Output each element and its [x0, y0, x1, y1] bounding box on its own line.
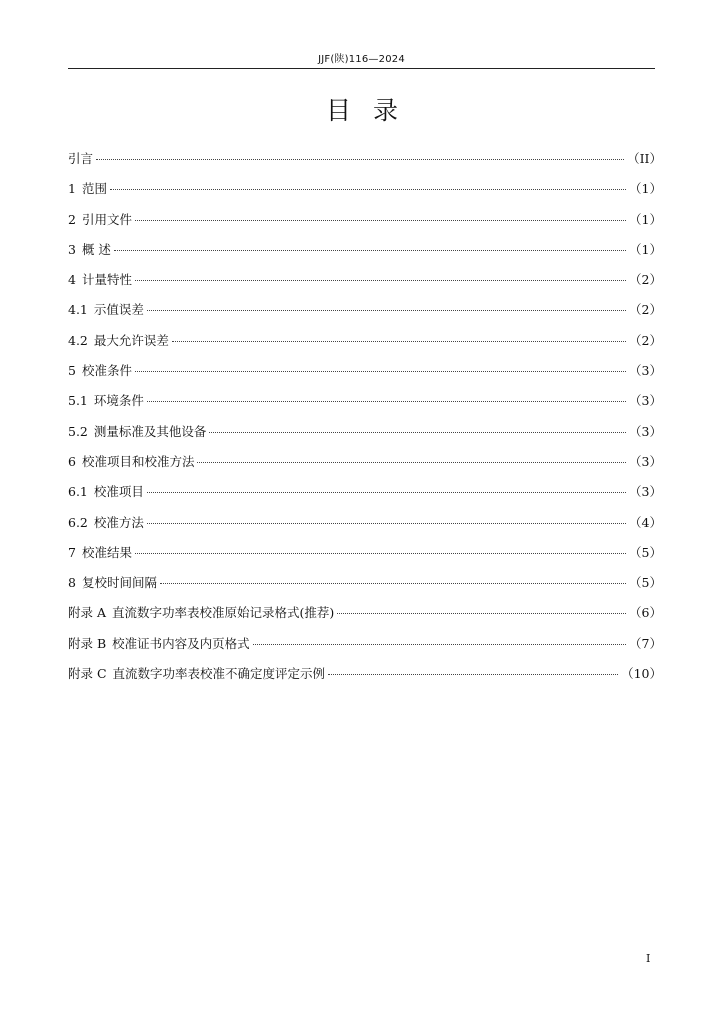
- toc-entry-text: 引言: [68, 151, 94, 166]
- toc-entry-label: [68, 361, 132, 381]
- toc-entry[interactable]: [68, 149, 662, 179]
- toc-entry-number: 6.2: [68, 514, 88, 530]
- toc-entry[interactable]: [68, 482, 662, 512]
- table-of-contents: [68, 149, 662, 694]
- toc-entry-page: （7）: [629, 635, 662, 651]
- toc-entry[interactable]: [68, 331, 662, 361]
- toc-entry-page: （1）: [629, 211, 662, 227]
- toc-entry[interactable]: [68, 210, 662, 240]
- toc-entry-page: （5）: [629, 544, 662, 560]
- toc-entry-text: 校准项目: [93, 484, 144, 500]
- toc-entry-text: 测量标准及其他设备: [93, 423, 207, 439]
- toc-dot-leader: [135, 371, 626, 372]
- toc-dot-leader: [114, 250, 626, 251]
- toc-entry-text: 校准方法: [93, 514, 144, 530]
- toc-entry-text: 引用文件: [81, 211, 132, 227]
- toc-entry-page: （3）: [629, 453, 662, 469]
- toc-entry-text: 校准证书内容及内页格式: [112, 635, 250, 651]
- toc-entry-number: 7: [68, 544, 76, 560]
- toc-entry[interactable]: [68, 452, 662, 482]
- toc-entry-page: （3）: [629, 393, 662, 409]
- toc-entry[interactable]: [68, 422, 662, 452]
- toc-entry-number: 8: [68, 575, 76, 591]
- toc-dot-leader: [209, 432, 626, 433]
- toc-entry-text: 直流数字功率表校准不确定度评定示例: [112, 666, 326, 682]
- toc-entry-page: （6）: [629, 605, 662, 621]
- toc-entry[interactable]: [68, 391, 662, 421]
- toc-entry-text: 直流数字功率表校准原始记录格式(推荐): [112, 605, 335, 621]
- toc-dot-leader: [160, 583, 626, 584]
- toc-dot-leader: [135, 553, 626, 554]
- toc-entry-label: [68, 573, 157, 593]
- toc-entry-number: 附录 A: [68, 605, 107, 621]
- toc-entry-label: [68, 452, 194, 472]
- toc-entry-label: [68, 149, 93, 169]
- toc-entry-number: 3: [68, 241, 76, 257]
- toc-entry-number: 5.1: [68, 393, 88, 409]
- toc-entry-page: （3）: [629, 363, 662, 379]
- toc-entry-page: （2）: [629, 302, 662, 318]
- toc-entry[interactable]: [68, 270, 662, 300]
- toc-entry-page: （II）: [627, 151, 662, 166]
- toc-entry-page: （4）: [629, 514, 662, 530]
- toc-entry[interactable]: [68, 603, 662, 633]
- toc-entry[interactable]: [68, 179, 662, 209]
- document-code-header: JJF(陕)116—2024: [68, 53, 655, 69]
- toc-entry-page: （2）: [629, 332, 662, 348]
- toc-entry-page: （5）: [629, 575, 662, 591]
- toc-dot-leader: [147, 401, 626, 402]
- toc-entry-label: [68, 179, 107, 199]
- toc-entry-text: 范围: [81, 181, 107, 197]
- toc-title: 目录: [325, 96, 420, 125]
- toc-entry-number: 1: [68, 181, 76, 197]
- toc-entry-text: 计量特性: [81, 272, 132, 288]
- toc-entry-label: [68, 210, 132, 230]
- toc-dot-leader: [147, 492, 626, 493]
- toc-entry-number: 5: [68, 363, 76, 379]
- toc-entry-number: 6: [68, 453, 76, 469]
- toc-entry-page: （2）: [629, 272, 662, 288]
- toc-dot-leader: [135, 280, 626, 281]
- toc-entry-text: 最大允许误差: [93, 332, 169, 348]
- toc-entry-label: [68, 300, 144, 320]
- toc-dot-leader: [147, 310, 626, 311]
- toc-entry-number: 4: [68, 272, 76, 288]
- toc-entry-text: 校准项目和校准方法: [81, 453, 195, 469]
- toc-dot-leader: [96, 159, 624, 160]
- toc-entry[interactable]: [68, 240, 662, 270]
- toc-entry[interactable]: [68, 300, 662, 330]
- toc-entry-label: [68, 270, 132, 290]
- toc-dot-leader: [337, 613, 626, 614]
- toc-dot-leader: [110, 189, 626, 190]
- toc-entry-label: [68, 422, 206, 442]
- toc-entry-page: （3）: [629, 484, 662, 500]
- toc-entry-page: （3）: [629, 423, 662, 439]
- toc-entry-text: 校准结果: [81, 544, 132, 560]
- toc-entry-text: 校准条件: [81, 363, 132, 379]
- toc-entry[interactable]: [68, 573, 662, 603]
- toc-entry-number: 6.1: [68, 484, 88, 500]
- toc-entry[interactable]: [68, 361, 662, 391]
- toc-dot-leader: [135, 220, 626, 221]
- toc-entry-label: [68, 513, 144, 533]
- toc-entry-label: [68, 664, 325, 684]
- toc-entry[interactable]: [68, 634, 662, 664]
- toc-dot-leader: [253, 644, 626, 645]
- toc-entry[interactable]: [68, 664, 662, 694]
- toc-entry-page: （1）: [629, 241, 662, 257]
- page-number: I: [646, 952, 651, 965]
- toc-entry-label: [68, 482, 144, 502]
- toc-entry-label: [68, 543, 132, 563]
- toc-dot-leader: [172, 341, 626, 342]
- toc-entry-number: 附录 B: [68, 635, 107, 651]
- toc-dot-leader: [328, 674, 618, 675]
- toc-entry-label: [68, 603, 334, 623]
- toc-entry-label: [68, 391, 144, 411]
- toc-entry-number: 2: [68, 211, 76, 227]
- toc-entry[interactable]: [68, 543, 662, 573]
- toc-entry-text: 复校时间间隔: [81, 575, 157, 591]
- toc-dot-leader: [147, 523, 626, 524]
- toc-entry-text: 概 述: [81, 241, 111, 257]
- toc-entry-label: [68, 634, 250, 654]
- toc-entry-page: （1）: [629, 181, 662, 197]
- toc-entry-number: 5.2: [68, 423, 88, 439]
- toc-entry-label: [68, 240, 111, 260]
- toc-entry-number: 4.2: [68, 332, 88, 348]
- toc-entry-number: 附录 C: [68, 666, 107, 682]
- toc-entry-page: （10）: [621, 666, 662, 682]
- toc-dot-leader: [197, 462, 626, 463]
- toc-entry-text: 环境条件: [93, 393, 144, 409]
- toc-entry-text: 示值误差: [93, 302, 144, 318]
- toc-entry-number: 4.1: [68, 302, 88, 318]
- toc-entry-label: [68, 331, 169, 351]
- toc-entry[interactable]: [68, 513, 662, 543]
